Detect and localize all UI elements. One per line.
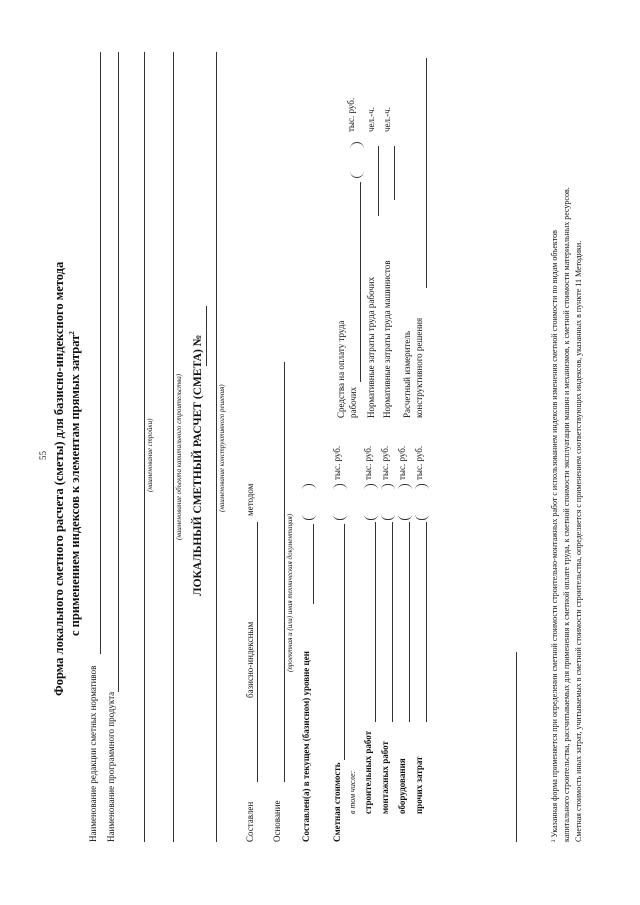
cost-row-line-construction [375,522,376,722]
cost-row-label-installation: монтажных работ [380,741,390,814]
norms-edition-line [100,52,101,654]
documentation-caption: (проектная и (или) иная техническая документация) [286,513,294,672]
estimate-number-line [206,306,207,366]
meter-label-1: Расчетный измеритель [402,331,412,418]
object-line [173,52,174,842]
construction-line [144,52,145,842]
cost-row-line-equipment [409,522,410,722]
wage-fund-label-1: Средства на оплату труда [336,320,346,418]
cost-row-bracket-construction[interactable] [364,484,378,520]
cost-label: Сметная стоимость [332,762,342,842]
labor-machinists-line [394,146,395,200]
price-level-bracket [302,484,316,520]
price-level-label: Составлен(а) в текущем (базисном) уровне цен [301,651,311,842]
wage-fund-label-2: рабочих [348,386,358,418]
construction-caption: (наименование стройки) [146,418,154,492]
method-word: методом [245,483,255,516]
labor-workers-unit: чел.-ч. [366,106,376,132]
meter-line [426,58,427,288]
software-line [118,52,119,692]
labor-machinists-label: Нормативные затраты труда машинистов [382,260,392,418]
method-value: базисно-индексным [245,621,255,698]
cost-row-label-other: прочих затрат [414,756,424,814]
title-line-1: Форма локального сметного расчета (сметы) для базисно-индексного метода [52,261,66,696]
labor-workers-line [378,146,379,216]
design-solution-caption: (наименование конструктивного решения) [218,384,226,512]
labor-workers-label: Нормативные затраты труда рабочих [366,276,376,418]
cost-row-bracket-other[interactable] [415,484,429,520]
rotated-sheet [30,32,610,872]
cost-line [344,524,345,760]
cost-unit: тыс. руб. [332,445,342,480]
cost-row-unit-installation: тыс. руб. [380,445,390,480]
page-number: 55 [38,451,48,460]
cost-row-unit-other: тыс. руб. [414,445,424,480]
cost-row-unit-equipment: тыс. руб. [397,445,407,480]
basis-label: Основание [272,800,282,842]
price-level-line [313,524,314,604]
wage-fund-unit: тыс. руб. [346,97,356,132]
cost-row-label-equipment: оборудования [397,758,407,814]
estimate-heading: ЛОКАЛЬНЫЙ СМЕТНЫЙ РАСЧЕТ (СМЕТА) № [192,334,204,596]
cost-row-bracket-equipment[interactable] [398,484,412,520]
composed-label: Составлен [245,801,255,842]
footnote-line-1: ² Указанная форма применяется при определении сметной стоимости строительно-монтажных работ с использованием индексов изменения сметной стоимости по видам объектов [550,230,559,842]
including-label: в том числе: [348,770,357,814]
meter-label-2: конструктивного решения [414,317,424,418]
labor-machinists-unit: чел.-ч. [382,106,392,132]
cost-row-line-other [426,522,427,722]
norms-edition-label: Наименование редакции сметных нормативов [88,665,98,842]
wage-fund-bracket[interactable] [350,142,364,178]
software-label: Наименование программного продукта [106,691,116,842]
basis-line [284,362,285,782]
wage-fund-line [360,182,361,382]
title-line-2: с применением индексов к элементам прямых затрат$^2$ [68,331,83,636]
cost-row-unit-construction: тыс. руб. [363,445,373,480]
footnote-rule [516,652,517,842]
cost-row-line-installation [392,522,393,722]
footnote-line-2: капитального строительства, рассчитываемых для применения к сметной оплате труда, к сметной стоимости эксплуатации машин и механизмов, к сметной стоимости материальных ресурсов. [562,187,571,842]
cost-row-label-construction: строительных работ [363,730,373,814]
method-line [257,522,258,782]
cost-bracket[interactable] [333,484,347,520]
footnote-line-3: Сметная стоимость иных затрат, учитываемых в сметной стоимости строительства, определяется с применением соответствующих индексов, указанных в пункте 11 Методики. [574,240,583,842]
design-solution-line [216,52,217,842]
object-caption: (наименование объекта капитального строительства) [175,373,183,540]
cost-row-bracket-installation[interactable] [381,484,395,520]
